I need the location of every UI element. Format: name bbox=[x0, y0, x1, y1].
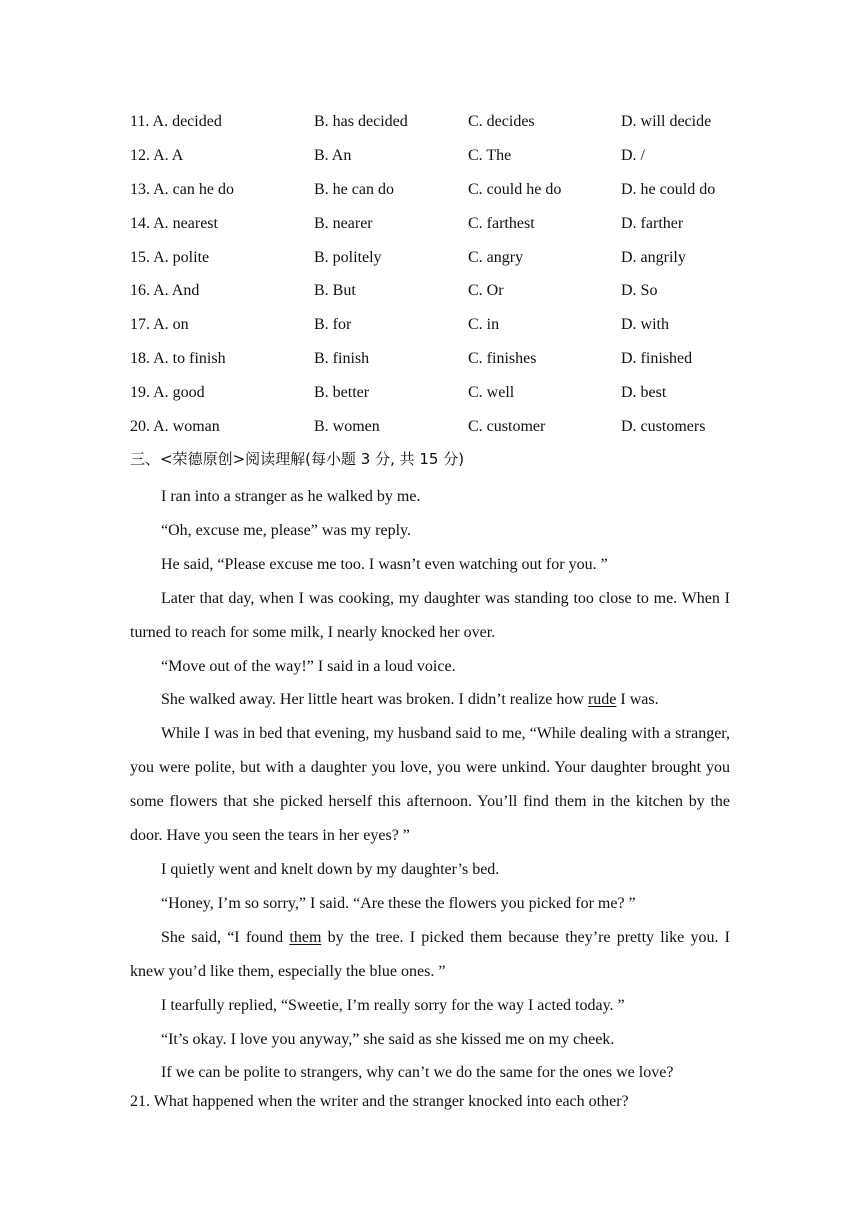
underlined-word-rude: rude bbox=[587, 691, 617, 709]
option-13-c: C. could he do bbox=[468, 180, 562, 198]
cloze-options-list bbox=[130, 108, 740, 447]
option-20-b: B. women bbox=[314, 418, 380, 436]
option-18-d: D. finished bbox=[621, 350, 693, 368]
option-19-a: 19. A. good bbox=[130, 384, 205, 402]
option-12-d: D. / bbox=[621, 146, 645, 164]
option-16-a: 16. A. And bbox=[130, 282, 200, 300]
option-15-b: B. politely bbox=[314, 248, 382, 266]
option-14-c: C. farthest bbox=[468, 214, 535, 232]
option-19-d: D. best bbox=[621, 384, 667, 402]
option-18-b: B. finish bbox=[314, 350, 370, 368]
option-row-12 bbox=[130, 142, 740, 176]
option-11-c: C. decides bbox=[468, 113, 535, 130]
option-13-a: 13. A. can he do bbox=[130, 180, 234, 198]
passage-paragraph: “Oh, excuse me, please” was my reply. bbox=[161, 521, 411, 539]
passage-paragraph: I tearfully replied, “Sweetie, I’m really sorry for the way I acted today. ” bbox=[161, 996, 625, 1014]
passage-paragraph: Later that day, when I was cooking, my daughter was standing too close to me. When I turned to reach for some milk, I nearly knocked her over. bbox=[130, 589, 730, 641]
option-15-c: C. angry bbox=[468, 248, 524, 266]
option-17-a: 17. A. on bbox=[130, 316, 189, 334]
option-19-c: C. well bbox=[468, 384, 515, 402]
option-row-20 bbox=[130, 413, 740, 447]
option-row-18 bbox=[130, 345, 740, 379]
option-17-c: C. in bbox=[468, 316, 500, 334]
option-16-c: C. Or bbox=[468, 282, 504, 300]
option-11-a: 11. A. decided bbox=[130, 113, 222, 130]
option-12-b: B. An bbox=[314, 146, 352, 164]
passage-paragraph: If we can be polite to strangers, why can’t we do the same for the ones we love? bbox=[161, 1064, 674, 1082]
option-13-b: B. he can do bbox=[314, 180, 394, 198]
option-20-c: C. customer bbox=[468, 418, 546, 436]
option-15-d: D. angrily bbox=[621, 248, 686, 266]
option-row-14 bbox=[130, 210, 740, 244]
passage-paragraph bbox=[130, 683, 730, 717]
underlined-word-them: them bbox=[289, 928, 322, 946]
option-14-a: 14. A. nearest bbox=[130, 214, 218, 232]
option-19-b: B. better bbox=[314, 384, 370, 402]
option-17-d: D. with bbox=[621, 316, 669, 334]
section-heading: 三、<荣德原创>阅读理解(每小题 3 分, 共 15 分) bbox=[130, 450, 465, 468]
option-row-11 bbox=[130, 108, 740, 142]
option-17-b: B. for bbox=[314, 316, 352, 334]
option-16-d: D. So bbox=[621, 282, 658, 300]
option-row-15 bbox=[130, 244, 740, 278]
passage-paragraph: I ran into a stranger as he walked by me. bbox=[161, 488, 421, 505]
option-13-d: D. he could do bbox=[621, 180, 716, 198]
option-12-a: 12. A. A bbox=[130, 146, 184, 164]
passage-paragraph: I quietly went and knelt down by my daughter’s bed. bbox=[161, 860, 500, 878]
option-11-d: D. will decide bbox=[621, 113, 712, 130]
passage-paragraph: “Honey, I’m so sorry,” I said. “Are these the flowers you picked for me? ” bbox=[161, 894, 636, 912]
passage-paragraph: He said, “Please excuse me too. I wasn’t even watching out for you. ” bbox=[161, 555, 608, 573]
passage-text: I was. bbox=[616, 691, 659, 709]
passage-paragraph: While I was in bed that evening, my husband said to me, “While dealing with a stranger, you were polite, but with a daughter you love, you were unkind. Your daughter brought you some flowers that she picked herself this afternoon. You’ll find them in the kitchen by the door. Have you seen the tears in her eyes? ” bbox=[130, 725, 730, 845]
option-16-b: B. But bbox=[314, 282, 356, 300]
option-18-c: C. finishes bbox=[468, 350, 537, 368]
question-21: 21. What happened when the writer and the stranger knocked into each other? bbox=[130, 1093, 629, 1110]
reading-passage bbox=[130, 480, 730, 1090]
option-20-a: 20. A. woman bbox=[130, 418, 220, 436]
option-row-13 bbox=[130, 176, 740, 210]
option-14-d: D. farther bbox=[621, 214, 684, 232]
passage-paragraph: “Move out of the way!” I said in a loud voice. bbox=[161, 657, 456, 675]
passage-text: by the tree. I picked them because they’re pretty like you. I knew you’d like them, especially the blue ones. ” bbox=[130, 928, 731, 980]
passage-text: She said, “I found bbox=[161, 928, 290, 946]
option-15-a: 15. A. polite bbox=[130, 248, 210, 266]
passage-text: She walked away. Her little heart was broken. I didn’t realize how bbox=[161, 691, 588, 709]
option-14-b: B. nearer bbox=[314, 214, 373, 232]
passage-paragraph bbox=[130, 921, 730, 989]
option-20-d: D. customers bbox=[621, 418, 706, 436]
option-row-19 bbox=[130, 379, 740, 413]
option-row-16 bbox=[130, 277, 740, 311]
option-18-a: 18. A. to finish bbox=[130, 350, 226, 368]
option-11-b: B. has decided bbox=[314, 113, 408, 130]
option-row-17 bbox=[130, 311, 740, 345]
passage-paragraph: “It’s okay. I love you anyway,” she said as she kissed me on my cheek. bbox=[161, 1030, 615, 1048]
option-12-c: C. The bbox=[468, 146, 512, 164]
